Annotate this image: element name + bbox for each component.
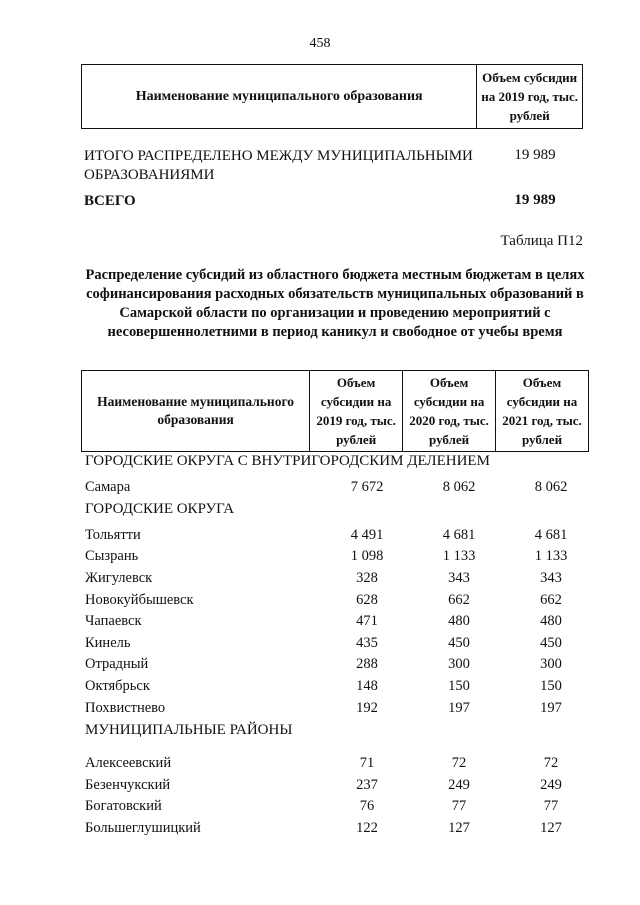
row-value-2019: 192 [356, 700, 378, 716]
summary-table-header [81, 64, 583, 129]
row-value-2019: 471 [356, 613, 378, 629]
row-value-2019: 4 491 [350, 527, 384, 543]
row-value-2019: 122 [356, 820, 378, 836]
row-value-2019: 7 672 [350, 479, 384, 495]
row-value-2020: 1 133 [442, 548, 476, 564]
row-value-2020: 249 [448, 777, 470, 793]
row-name: Отрадный [85, 656, 149, 672]
table-label: Таблица П12 [500, 233, 583, 249]
row-name: Большеглушицкий [85, 820, 201, 836]
row-value-2021: 662 [540, 592, 562, 608]
table-title: Распределение субсидий из областного бюджета местным бюджетам в целях софинансирования расходных обязательств муниципальных образований в Самарской области по организации и проведению мероприятий с несовершеннолетними в период каникул и свободное от учебы время [85, 267, 585, 340]
row-value-2019: 148 [356, 678, 378, 694]
row-value-2019: 71 [359, 755, 375, 771]
row-value-2019: 288 [356, 656, 378, 672]
total-distributed-value: 19 989 [514, 147, 556, 163]
section-urban-districts-with-division: ГОРОДСКИЕ ОКРУГА С ВНУТРИГОРОДСКИМ ДЕЛЕНИЕМ [85, 453, 490, 469]
row-value-2021: 150 [540, 678, 562, 694]
row-value-2020: 127 [448, 820, 470, 836]
grand-total-label: ВСЕГО [84, 193, 136, 209]
grand-total-value: 19 989 [514, 192, 556, 208]
section-urban-districts: ГОРОДСКИЕ ОКРУГА [85, 501, 235, 517]
row-value-2020: 662 [448, 592, 470, 608]
row-name: Чапаевск [85, 613, 142, 629]
row-value-2020: 450 [448, 635, 470, 651]
header-subsidy-2019-2: Объем субсидии на 2019 год, тыс. рублей [310, 371, 403, 452]
page-number: 458 [309, 36, 331, 51]
row-value-2021: 8 062 [534, 479, 568, 495]
row-name: Сызрань [85, 548, 139, 564]
row-value-2021: 77 [543, 798, 559, 814]
row-name: Самара [85, 479, 131, 495]
row-value-2019: 76 [359, 798, 375, 814]
header-subsidy-2021: Объем субсидии на 2021 год, тыс. рублей [496, 371, 589, 452]
row-name: Похвистнево [85, 700, 166, 716]
row-value-2019: 328 [356, 570, 378, 586]
row-value-2021: 127 [540, 820, 562, 836]
row-value-2019: 628 [356, 592, 378, 608]
row-value-2021: 343 [540, 570, 562, 586]
row-value-2021: 4 681 [534, 527, 568, 543]
row-value-2020: 343 [448, 570, 470, 586]
row-name: Тольятти [85, 527, 141, 543]
row-value-2020: 150 [448, 678, 470, 694]
row-value-2021: 72 [543, 755, 559, 771]
header-subsidy-2019: Объем субсидии на 2019 год, тыс. рублей [477, 65, 583, 129]
header-municipality-name-2: Наименование муниципального образования [82, 371, 310, 452]
subsidy-table-header [81, 370, 589, 452]
row-value-2021: 480 [540, 613, 562, 629]
row-value-2021: 300 [540, 656, 562, 672]
row-value-2020: 300 [448, 656, 470, 672]
row-value-2019: 435 [356, 635, 378, 651]
row-name: Новокуйбышевск [85, 592, 194, 608]
header-subsidy-2020: Объем субсидии на 2020 год, тыс. рублей [403, 371, 496, 452]
row-value-2020: 77 [451, 798, 467, 814]
row-name: Октябрьск [85, 678, 150, 694]
row-value-2019: 1 098 [350, 548, 384, 564]
row-name: Алексеевский [85, 755, 172, 771]
row-value-2021: 197 [540, 700, 562, 716]
row-value-2020: 8 062 [442, 479, 476, 495]
row-value-2020: 197 [448, 700, 470, 716]
row-name: Жигулевск [85, 570, 153, 586]
row-value-2019: 237 [356, 777, 378, 793]
section-municipal-districts: МУНИЦИПАЛЬНЫЕ РАЙОНЫ [85, 722, 293, 738]
total-distributed-label: ИТОГО РАСПРЕДЕЛЕНО МЕЖДУ МУНИЦИПАЛЬНЫМИ ОБРАЗОВАНИЯМИ [84, 148, 473, 183]
row-name: Безенчукский [85, 777, 171, 793]
row-name: Богатовский [85, 798, 162, 814]
header-municipality-name: Наименование муниципального образования [82, 65, 477, 129]
row-value-2021: 450 [540, 635, 562, 651]
row-value-2020: 480 [448, 613, 470, 629]
row-value-2021: 1 133 [534, 548, 568, 564]
row-name: Кинель [85, 635, 131, 651]
row-value-2020: 4 681 [442, 527, 476, 543]
row-value-2021: 249 [540, 777, 562, 793]
row-value-2020: 72 [451, 755, 467, 771]
